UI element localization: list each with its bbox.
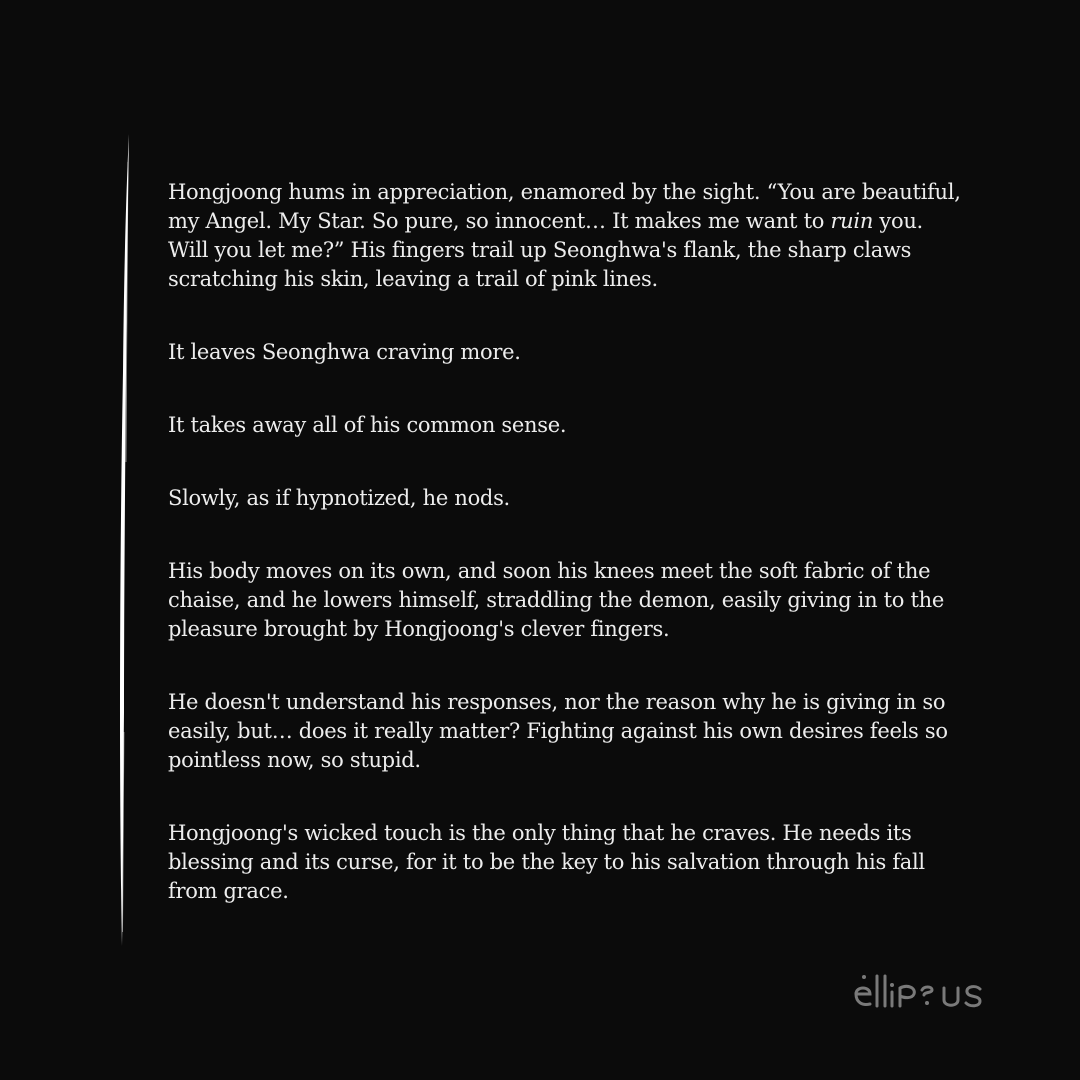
paragraph-1-after: you. Will you let me?” His fingers trail up Seonghwa's flank, the sharp claws scratching his skin, leaving a trail of pink lines. [168, 209, 923, 291]
paragraph-7: Hongjoong's wicked touch is the only thing that he craves. He needs its blessing and its curse, for it to be the key to his salvation through his fall from grace. [168, 821, 925, 903]
paragraph-4: Slowly, as if hypnotized, he nods. [168, 486, 510, 510]
ellipsis-logo [852, 968, 1004, 1016]
paragraph-1 [168, 178, 968, 294]
paragraph-1-emphasis: ruin [830, 209, 874, 233]
brush-stroke-divider [112, 132, 136, 948]
story-text [168, 178, 968, 906]
paragraph-3: It takes away all of his common sense. [168, 413, 567, 437]
ellipsis-wordmark-logo-icon [852, 968, 1004, 1016]
paragraph-1-before: Hongjoong hums in appreciation, enamored by the sight. “You are beautiful, my Angel. My Star. So pure, so innocent… It makes me want to [168, 180, 961, 233]
paragraph-6: He doesn't understand his responses, nor the reason why he is giving in so easily, but… does it really matter? Fighting against his own desires feels so pointless now, so stupid. [168, 690, 948, 772]
paragraph-2: It leaves Seonghwa craving more. [168, 340, 521, 364]
paragraph-5: His body moves on its own, and soon his knees meet the soft fabric of the chaise, and he lowers himself, straddling the demon, easily giving in to the pleasure brought by Hongjoong's clever fingers. [168, 559, 945, 641]
